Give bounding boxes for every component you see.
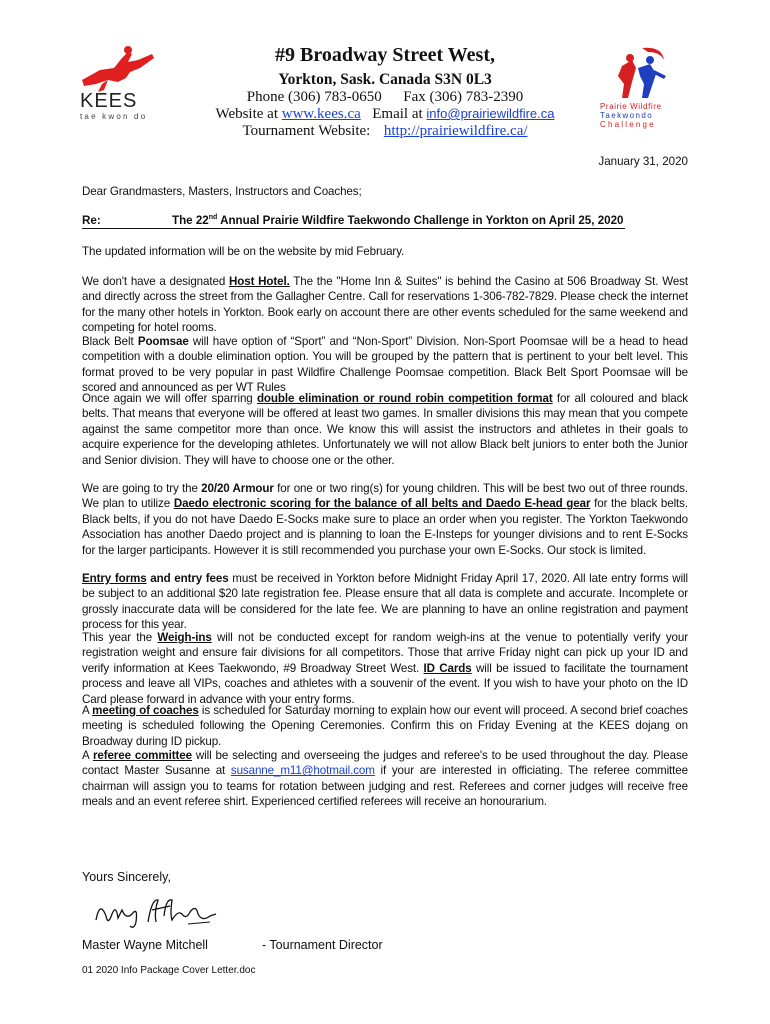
paragraph-referee-committee: A referee committee will be selecting and overseeing the judges and referee's to be used throughout the day. Please contact Master Susanne at susanne_m11@hotmail.com if your are interested in officiating. The referee committee chairman will assign you to teams for rotation between judging and rest. Referees and corner judges will receive free meals and an event referee shirt. Experienced certified referees will receive an honourarium. — [82, 749, 688, 809]
paragraph-entry-forms: Entry forms and entry fees must be received in Yorkton before Midnight Friday April 17, 2020. All late entry forms will be subject to an additional $20 late registration fee. Please ensure that all data is complete and accurate. Incomplete or grossly inaccurate data will be considered for the late fee. We are planning to have an online registration and payment process for this year. — [82, 572, 688, 632]
paragraph-host-hotel: We don't have a designated Host Hotel. The the "Home Inn & Suites" is behind the Casino at 506 Broadway St. West and directly across the street from the Gallagher Centre. Call for reservations 1-306-782-7829. Please check the internet for the many other hotels in Yorkton. Book early on account there are other events scheduled for the same weekend and competing for hotel rooms. — [82, 275, 688, 335]
re-line — [82, 214, 625, 229]
footer-filename: 01 2020 Info Package Cover Letter.doc — [82, 965, 256, 976]
letterhead-city: Yorkton, Sask. Canada S3N 0L3 — [278, 71, 492, 88]
paragraph-website-update: The updated information will be on the website by mid February. — [82, 245, 405, 258]
kees-logo-text: KEES — [80, 90, 138, 112]
logo-line3: Challenge — [600, 120, 656, 129]
letterhead-web-email — [0, 106, 770, 123]
closing: Yours Sincerely, — [82, 870, 171, 884]
referee-email-link[interactable]: susanne_m11@hotmail.com — [230, 764, 375, 778]
letter-date: January 31, 2020 — [598, 155, 688, 168]
paragraph-weigh-ins: This year the Weigh-ins will not be conducted except for random weigh-ins at the venue to potentially verify your registration weight and ensure fair divisions for all competitors. Those that arrive Friday night can pick up your ID and verify information at Kees Taekwondo, #9 Broadway Street West. ID Cards will be issued to facilitate the tournament process and leave all VIPs, coaches and athletes with a souvenir of the event. If you wish to have your photo on the ID Card please forward in advance with your entry forms. — [82, 631, 688, 706]
signature-title: - Tournament Director — [262, 938, 383, 952]
email-link[interactable]: info@prairiewildfire.ca — [426, 106, 555, 121]
logo-line1: Prairie Wildfire — [600, 102, 662, 111]
phone: Phone (306) 783-0650 — [246, 89, 382, 105]
website-label: Website at — [215, 106, 282, 122]
paragraph-poomsae: Black Belt Poomsae will have option of “Sport” and “Non-Sport” Division. Non-Sport Poomsae will be a head to head competition with a double elimination option. You will be grouped by the pattern that is pertinent to your belt level. This format proved to be very popular in past Wildfire Challenge Poomsae competition. Black Belt Sport Poomsae will be scored and announced as per WT Rules — [82, 335, 688, 395]
paragraph-sparring: Once again we will offer sparring double elimination or round robin competition format for all coloured and black belts. That means that everyone will be offered at least two games. In smaller divisions this may mean that you compete against the same competitor more than once. We know this will assist the instructors and athletes in their goals to acquire experience for the developing athletes. Unfortunately we will not allow Black belt juniors to enter both the Junior and Senior division. They will have to choose one or the other. — [82, 392, 688, 467]
tournament-label: Tournament Website: — [242, 123, 371, 139]
kees-logo-subtext: tae kwon do — [80, 112, 148, 121]
letterhead-title: #9 Broadway Street West, — [275, 44, 495, 66]
fax: Fax (306) 783-2390 — [403, 89, 524, 105]
re-label: Re: — [82, 214, 101, 227]
signature-image — [92, 892, 222, 932]
paragraph-armour: We are going to try the 20/20 Armour for one or two ring(s) for young children. This will be best two out of three rounds. We plan to utilize Daedo electronic scoring for the balance of all belts and Daedo E-head gear for the black belts. Black belts, if you do not have Daedo E-Socks make sure to place an order when you register. The Yorkton Taekwondo Association has another Daedo project and is planning to loan the E-Insteps for younger divisions and to rent E-Socks for the larger participants. However it is still recommended you purchase your own E-Socks. Our stock is limited. — [82, 482, 688, 557]
paragraph-coaches-meeting: A meeting of coaches is scheduled for Saturday morning to explain how our event will proceed. A second brief coaches meeting is scheduled following the Opening Ceremonies. Confirm this on Friday Evening at the KEES dojang on Broadway during ID pickup. — [82, 704, 688, 748]
salutation: Dear Grandmasters, Masters, Instructors and Coaches; — [82, 185, 362, 198]
logo-line2: Taekwondo — [600, 111, 654, 120]
re-title: The 22nd Annual Prairie Wildfire Taekwondo Challenge in Yorkton on April 25, 2020 — [172, 214, 624, 227]
email-label: Email at — [372, 106, 427, 122]
tournament-link[interactable]: http://prairiewildfire.ca/ — [383, 123, 528, 139]
website-link[interactable]: www.kees.ca — [281, 106, 361, 122]
signature-name: Master Wayne Mitchell — [82, 938, 208, 952]
letterhead-phone-fax — [0, 89, 770, 106]
letterhead-tournament — [0, 123, 770, 140]
